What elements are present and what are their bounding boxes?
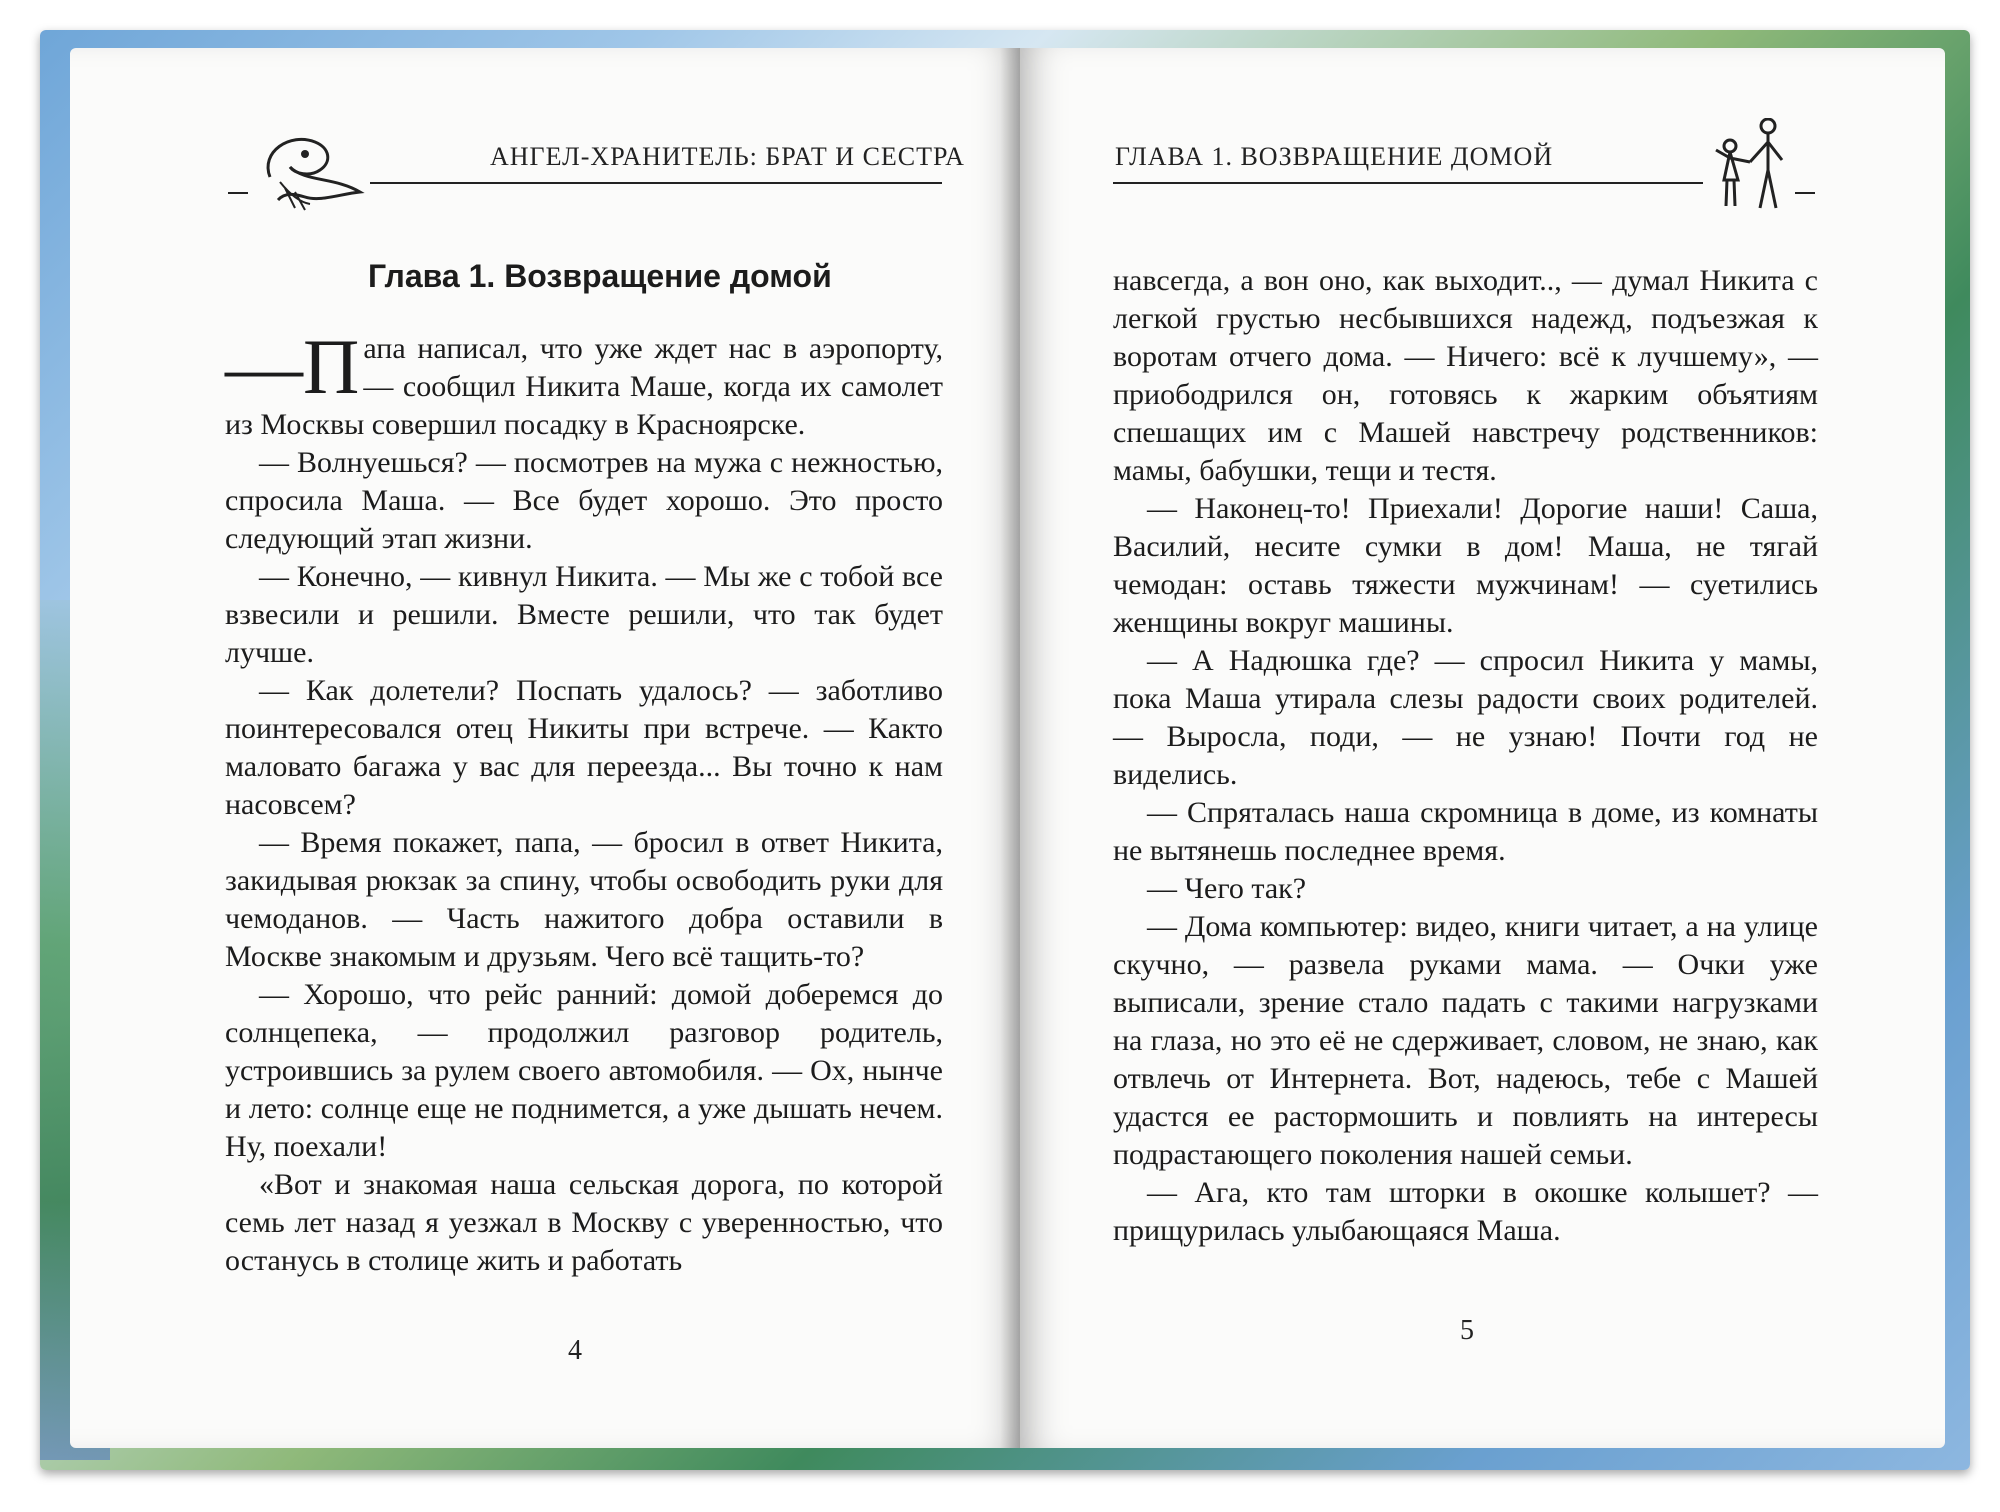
paragraph [225,323,943,444]
paragraph: навсегда, а вон оно, как выходит.., — думал Никита с легкой грустью несбывшихся надежд, подъезжая к воротам отчего дома. — Ничего: всё к лучшему», — приободрился он, готовясь к жарким объятиям спешащих им с Машей навстречу родственников: мамы, бабушки, тещи и тестя. [1113,264,1818,487]
paragraph: — Время покажет, папа, — бросил в ответ Никита, закидывая рюкзак за спину, чтобы освободить руки для чемоданов. — Часть нажитого добра оставили в Москве знакомым и друзьям. Чего всё тащить-то? [225,826,943,973]
right-head-rule [1113,182,1703,184]
father-daughter-icon [1700,118,1800,213]
paragraph: — Хорошо, что рейс ранний: домой доберемся до солнцепека, — продолжил разговор родитель, устроившись за рулем своего автомобиля. — Ох, нынче и лето: солнце еще не поднимется, а уже дышать нечем. Ну, поехали! [225,978,943,1163]
dropcap-dash: — [225,323,303,410]
paragraph: — А Надюшка где? — спросил Никита у мамы, пока Маша утирала слезы радости своих родителей. — Выросла, поди, — не узнаю! Почти год не виделись. [1113,644,1818,791]
paragraph: — Ага, кто там шторки в окошке колышет? — прищурилась улыбающаяся Маша. [1113,1176,1818,1247]
right-page-number: 5 [1460,1315,1474,1346]
dropcap-letter: П [303,323,360,410]
paragraph: — Волнуешься? — посмотрев на мужа с нежностью, спросила Маша. — Все будет хорошо. Это просто следующий этап жизни. [225,446,943,555]
right-running-head: ГЛАВА 1. ВОЗВРАЩЕНИЕ ДОМОЙ [1115,142,1554,171]
paragraph: — Как долетели? Поспать удалось? — заботливо поинтересовался отец Никиты при встрече. — Както маловато багажа у вас для переезда... Вы точно к нам насовсем? [225,674,943,821]
angel-bird-icon [250,122,370,212]
chapter-title: Глава 1. Возвращение домой [368,258,832,294]
left-page-number: 4 [568,1335,582,1366]
right-body-text [1113,262,1818,1250]
paragraph: — Дома компьютер: видео, книги читает, а на улице скучно, — развела руками мама. — Очки уже выписали, зрение стало падать с такими нагрузками на глаза, но это её не сдерживает, словом, не знаю, как отвлечь от Интернета. Вот, надеюсь, тебе с Машей удастся ее растормошить и повлиять на интересы подрастающего поколения нашей семьи. [1113,910,1818,1171]
left-head-dash [228,192,248,194]
dropcap [225,323,360,410]
paragraph: — Спряталась наша скромница в доме, из комнаты не вытянешь последнее время. [1113,796,1818,867]
left-running-head: АНГЕЛ-ХРАНИТЕЛЬ: БРАТ И СЕСТРА [490,142,965,171]
paragraph-text: апа написал, что уже ждет нас в аэропорту, — сообщил Никита Маше, когда их самолет из Москвы совершил посадку в Красноярске. [225,332,943,441]
paragraph: «Вот и знакомая наша сельская дорога, по которой семь лет назад я уезжал в Москву с уверенностью, что останусь в столице жить и работать [225,1168,943,1277]
left-head-rule [370,182,942,184]
paragraph: — Чего так? [1147,872,1307,905]
paragraph: — Конечно, — кивнул Никита. — Мы же с тобой все взвесили и решили. Вместе решили, что так будет лучше. [225,560,943,669]
left-body-text [225,323,943,1280]
right-head-dash [1795,192,1815,194]
paragraph: — Наконец-то! Приехали! Дорогие наши! Саша, Василий, несите сумки в дом! Маша, не тягай чемодан: оставь тяжести мужчинам! — суетились женщины вокруг машины. [1113,492,1818,639]
